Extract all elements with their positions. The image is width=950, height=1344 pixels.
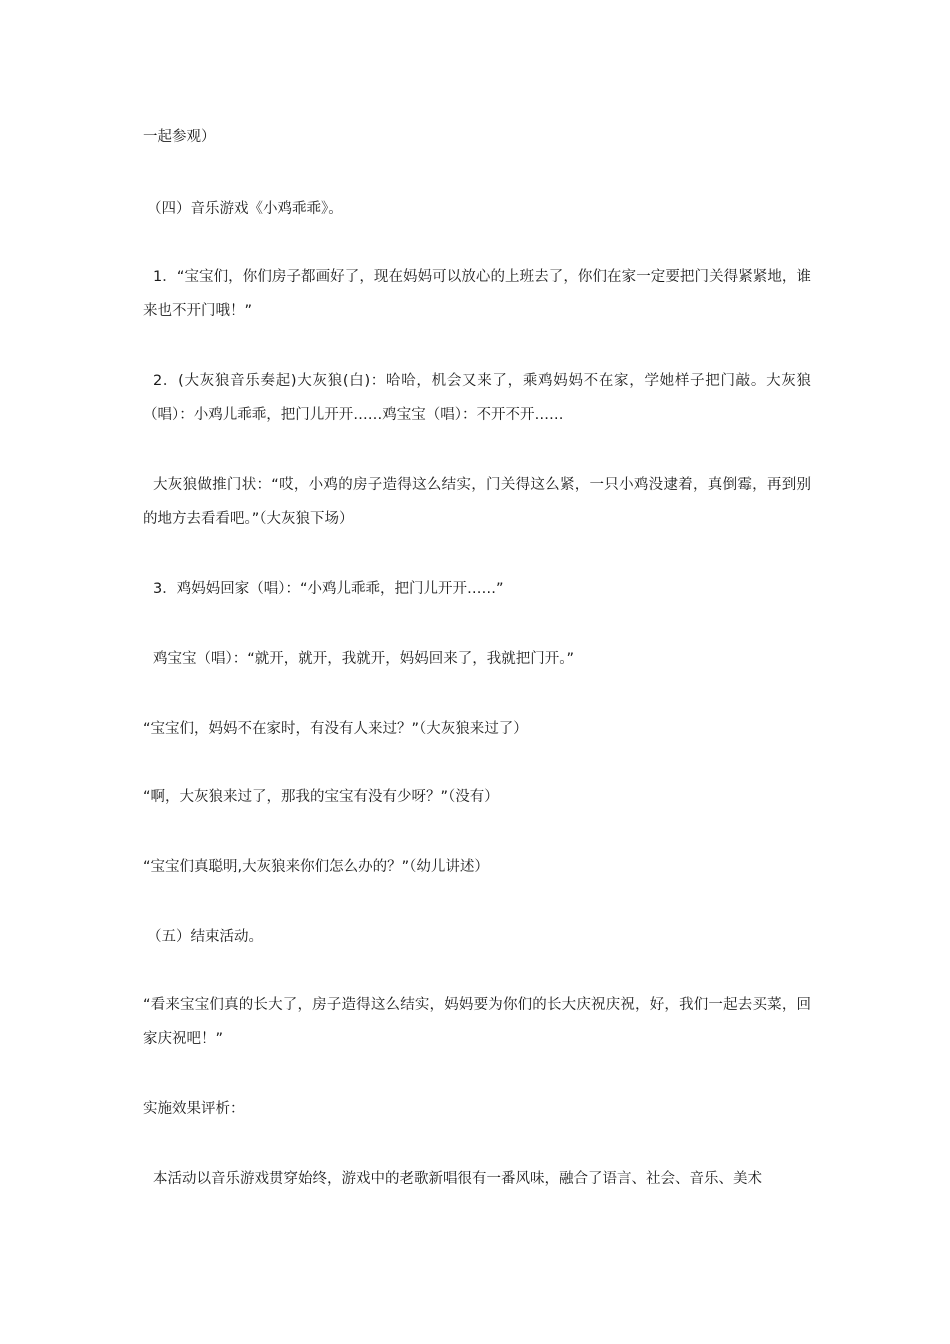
paragraph-question-missing: “啊，大灰狼来过了，那我的宝宝有没有少呀？”（没有） — [143, 789, 499, 805]
paragraph-step-2: 2．(大灰狼音乐奏起)大灰狼(白)：哈哈，机会又来了，乘鸡妈妈不在家，学她样子把门敲。大灰狼（唱）：小鸡儿乖乖，把门儿开开……鸡宝宝（唱）：不开不开…… — [143, 373, 811, 423]
paragraph-visit-end: 一起参观） — [143, 129, 216, 145]
evaluation-heading: 实施效果评析： — [143, 1101, 245, 1117]
paragraph-step-3: 3．鸡妈妈回家（唱）：“小鸡儿乖乖，把门儿开开……” — [153, 581, 504, 597]
paragraph-step-1: 1．“宝宝们，你们房子都画好了，现在妈妈可以放心的上班去了，你们在家一定要把门关得紧紧地，谁来也不开门哦！” — [143, 269, 811, 319]
paragraph-wolf-push: 大灰狼做推门状：“哎，小鸡的房子造得这么结实，门关得这么紧，一只小鸡没逮着，真倒霉，再到别的地方去看看吧。”（大灰狼下场） — [143, 477, 811, 527]
paragraph-celebrate: “看来宝宝们真的长大了，房子造得这么结实，妈妈要为你们的长大庆祝庆祝，好，我们一起去买菜，回家庆祝吧！” — [143, 997, 811, 1047]
paragraph-question-visitor: “宝宝们，妈妈不在家时，有没有人来过？”（大灰狼来过了） — [143, 721, 528, 737]
section-five-heading: （五）结束活动。 — [147, 929, 263, 945]
paragraph-question-how: “宝宝们真聪明,大灰狼来你们怎么办的？”（幼儿讲述） — [143, 859, 489, 875]
section-four-heading: （四）音乐游戏《小鸡乖乖》。 — [147, 201, 343, 217]
paragraph-chick-sing: 鸡宝宝（唱）：“就开，就开，我就开，妈妈回来了，我就把门开。” — [153, 651, 575, 667]
paragraph-evaluation: 本活动以音乐游戏贯穿始终，游戏中的老歌新唱很有一番风味，融合了语言、社会、音乐、美术 — [153, 1171, 762, 1187]
